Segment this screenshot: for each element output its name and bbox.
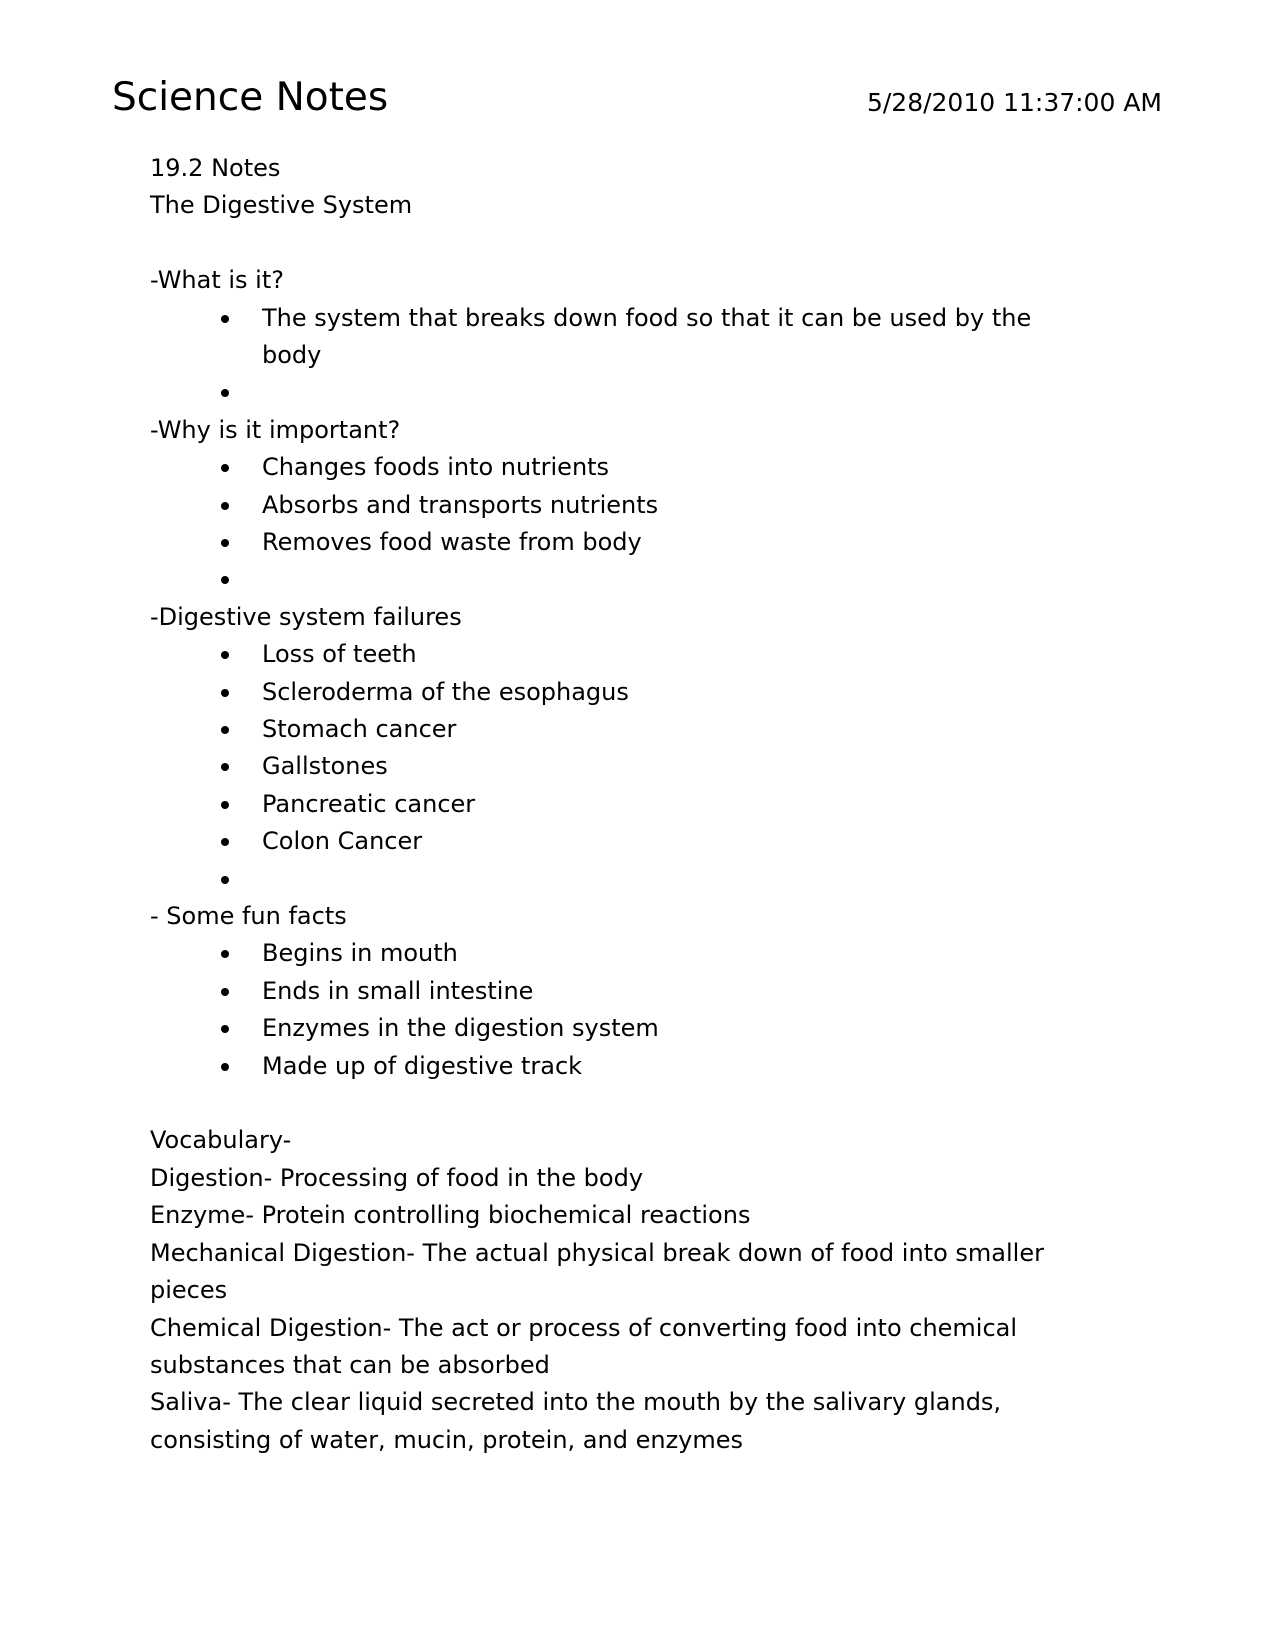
bullet-icon (221, 726, 229, 734)
list-item (150, 1048, 1092, 1085)
list-item (150, 674, 1092, 711)
vocab-entry-chemical-digestion: Chemical Digestion- The act or process of converting food into chemical substances that can be absorbed (150, 1313, 1018, 1379)
list-item-text: Loss of teeth (262, 640, 417, 669)
list-item-text: Pancreatic cancer (262, 789, 476, 818)
bullet-icon (221, 1025, 229, 1033)
section-heading-failures: -Digestive system failures (150, 602, 462, 631)
vocab-entry-enzyme: Enzyme- Protein controlling biochemical reactions (150, 1201, 751, 1230)
list-item-text: Enzymes in the digestion system (262, 1014, 659, 1043)
list-item-text: Made up of digestive track (262, 1051, 583, 1080)
bullet-icon (221, 576, 229, 584)
list-item (150, 786, 1092, 823)
list-item (150, 524, 1092, 561)
bullet-icon (221, 801, 229, 809)
vocab-entry-saliva: Saliva- The clear liquid secreted into the mouth by the salivary glands, consisting of water, mucin, protein, and enzymes (150, 1388, 1002, 1454)
list-item (150, 823, 1092, 860)
page-header (112, 70, 1162, 126)
bullet-icon (221, 389, 229, 397)
list-item (150, 636, 1092, 673)
section-heading-fun-facts: - Some fun facts (150, 902, 347, 931)
list-item (150, 935, 1092, 972)
bullet-icon (221, 315, 229, 323)
bullet-list (150, 300, 1150, 412)
topic-title: The Digestive System (150, 191, 413, 220)
list-item-text: Absorbs and transports nutrients (262, 490, 659, 519)
list-item-text: Ends in small intestine (262, 976, 534, 1005)
bullet-icon (221, 876, 229, 884)
list-item-text: Stomach cancer (262, 715, 457, 744)
list-item (150, 561, 1092, 598)
vocab-entry-digestion: Digestion- Processing of food in the body (150, 1163, 644, 1192)
bullet-icon (221, 539, 229, 547)
bullet-list (150, 449, 1150, 599)
page-title: Science Notes (112, 75, 389, 120)
spacer (150, 1085, 1150, 1122)
list-item-text: Colon Cancer (262, 827, 423, 856)
vocabulary-heading: Vocabulary- (150, 1126, 292, 1155)
vocab-entry-mechanical-digestion: Mechanical Digestion- The actual physical break down of food into smaller pieces (150, 1238, 1044, 1305)
list-item-text: Scleroderma of the esophagus (262, 677, 629, 706)
list-item (150, 374, 1092, 411)
list-item-text: Changes foods into nutrients (262, 453, 610, 482)
bullet-icon (221, 689, 229, 697)
bullet-icon (221, 1063, 229, 1071)
list-item (150, 711, 1092, 748)
list-item-text: Removes food waste from body (262, 528, 642, 557)
timestamp: 5/28/2010 11:37:00 AM (866, 88, 1162, 117)
list-item (150, 300, 1092, 375)
bullet-icon (221, 502, 229, 510)
section-heading-what-is-it: -What is it? (150, 266, 284, 295)
section-number: 19.2 Notes (150, 154, 281, 182)
bullet-list (150, 636, 1150, 898)
list-item-text: Gallstones (262, 752, 388, 781)
bullet-icon (221, 651, 229, 659)
bullet-icon (221, 464, 229, 472)
section-heading-why-important: -Why is it important? (150, 415, 401, 444)
list-item (150, 861, 1092, 898)
list-item (150, 1010, 1092, 1047)
bullet-icon (221, 988, 229, 996)
bullet-list (150, 935, 1150, 1085)
notes-body (150, 150, 1150, 1459)
bullet-icon (221, 838, 229, 846)
list-item-text: Begins in mouth (262, 939, 458, 968)
list-item-text: The system that breaks down food so that it can be used by the body (262, 303, 1032, 370)
list-item (150, 973, 1092, 1010)
list-item (150, 748, 1092, 785)
bullet-icon (221, 763, 229, 771)
bullet-icon (221, 950, 229, 958)
list-item (150, 487, 1092, 524)
spacer (150, 225, 1150, 262)
list-item (150, 449, 1092, 486)
